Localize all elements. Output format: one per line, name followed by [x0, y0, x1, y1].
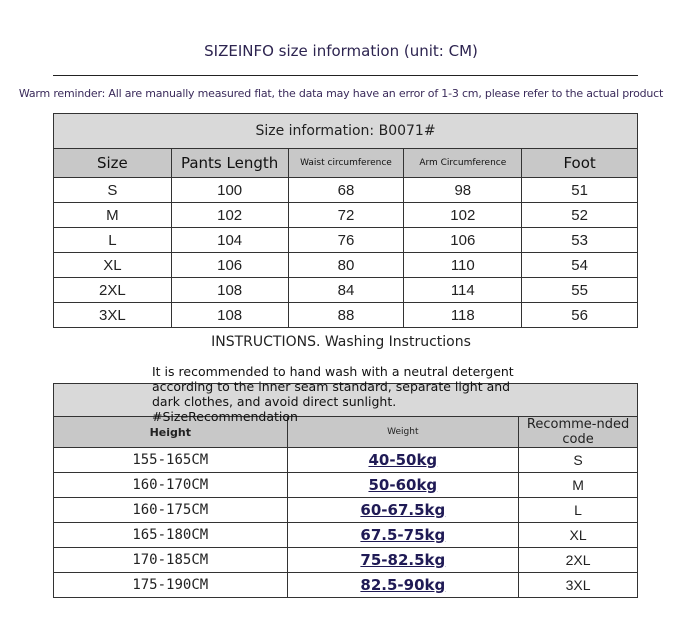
header-waist: Waist circumference [288, 149, 404, 178]
table-row [54, 228, 638, 253]
header-pants-length: Pants Length [171, 149, 288, 178]
table-cell: 106 [404, 228, 522, 253]
table-cell: M [54, 203, 172, 228]
table-row [54, 448, 638, 473]
table-cell: 114 [404, 278, 522, 303]
header-arm: Arm Circumference [404, 149, 522, 178]
table-cell: 54 [522, 253, 638, 278]
table-cell: S [519, 448, 638, 473]
size-table-caption: Size information: B0071# [54, 114, 638, 149]
header-foot: Foot [522, 149, 638, 178]
table-row [54, 498, 638, 523]
table-cell: 155-165CM [54, 448, 288, 473]
table-cell: 76 [288, 228, 404, 253]
table-cell: 170-185CM [54, 548, 288, 573]
table-cell: 68 [288, 178, 404, 203]
page-title: SIZEINFO size information (unit: CM) [204, 42, 478, 60]
table-cell: 72 [288, 203, 404, 228]
table-cell: 98 [404, 178, 522, 203]
table-cell: 2XL [519, 548, 638, 573]
table-cell: 118 [404, 303, 522, 328]
table-cell: 40-50kg [287, 448, 519, 473]
table-cell: 165-180CM [54, 523, 288, 548]
title-divider [53, 75, 638, 76]
table-cell: 67.5-75kg [287, 523, 519, 548]
table-cell: 51 [522, 178, 638, 203]
instructions-title: INSTRUCTIONS. Washing Instructions [211, 334, 471, 350]
table-cell: 175-190CM [54, 573, 288, 598]
table-row [54, 523, 638, 548]
table-cell: 100 [171, 178, 288, 203]
table-cell: 3XL [54, 303, 172, 328]
table-cell: 53 [522, 228, 638, 253]
header-height: Height [54, 417, 288, 448]
table-cell: 108 [171, 303, 288, 328]
table-cell: 80 [288, 253, 404, 278]
warm-reminder: Warm reminder: All are manually measured flat, the data may have an error of 1-3 cm, please refer to the actual product [18, 87, 664, 100]
table-cell: 102 [404, 203, 522, 228]
table-row [54, 178, 638, 203]
table-cell: 84 [288, 278, 404, 303]
table-cell: 106 [171, 253, 288, 278]
table-cell: XL [519, 523, 638, 548]
table-cell: 88 [288, 303, 404, 328]
table-row [54, 573, 638, 598]
table-cell: S [54, 178, 172, 203]
table-cell: 160-175CM [54, 498, 288, 523]
table-cell: 60-67.5kg [287, 498, 519, 523]
table-cell: L [519, 498, 638, 523]
table-cell: 82.5-90kg [287, 573, 519, 598]
table-cell: 75-82.5kg [287, 548, 519, 573]
table-cell: 110 [404, 253, 522, 278]
header-recommended-code: Recomme-nded code [519, 417, 638, 448]
table-cell: L [54, 228, 172, 253]
table-cell: 50-60kg [287, 473, 519, 498]
table-cell: XL [54, 253, 172, 278]
header-size: Size [54, 149, 172, 178]
table-row [54, 548, 638, 573]
table-cell: 2XL [54, 278, 172, 303]
table-cell: 160-170CM [54, 473, 288, 498]
table-cell: 104 [171, 228, 288, 253]
table-row [54, 303, 638, 328]
table-cell: M [519, 473, 638, 498]
table-cell: 108 [171, 278, 288, 303]
table-cell: 55 [522, 278, 638, 303]
table-row [54, 278, 638, 303]
table-cell: 52 [522, 203, 638, 228]
washing-note: It is recommended to hand wash with a neutral detergent according to the inner seam standard, separate light and dark clothes, and avoid direct sunlight. #SizeRecommendation [152, 364, 514, 424]
table-cell: 102 [171, 203, 288, 228]
table-cell: 56 [522, 303, 638, 328]
table-row [54, 253, 638, 278]
table-row [54, 473, 638, 498]
size-table [53, 113, 638, 328]
table-cell: 3XL [519, 573, 638, 598]
header-weight: Weight [287, 417, 519, 448]
table-row [54, 203, 638, 228]
